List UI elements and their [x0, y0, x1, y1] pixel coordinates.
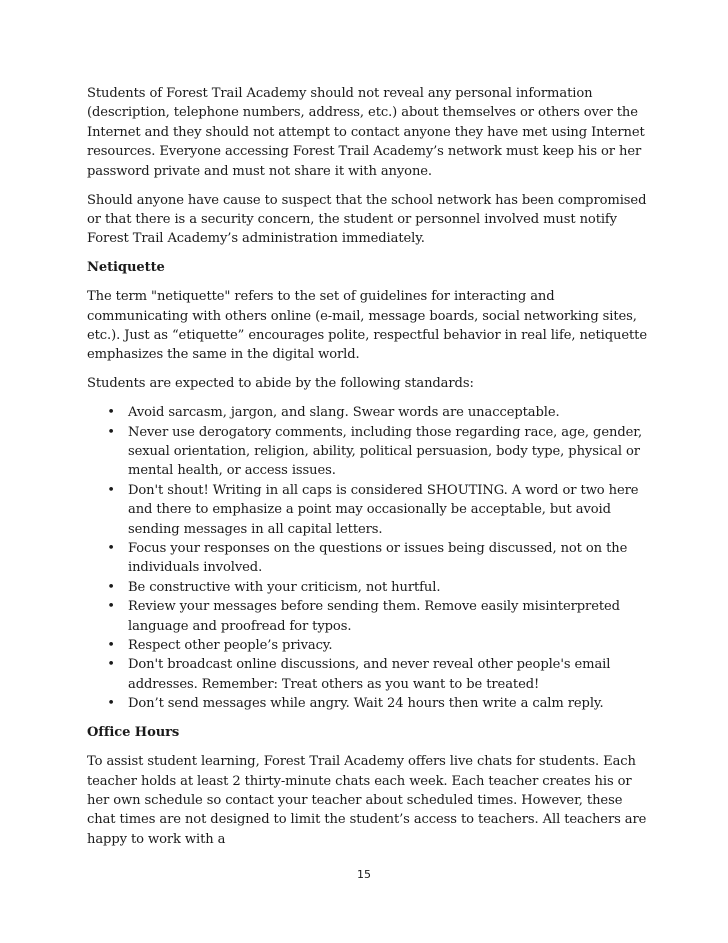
bullet-icon: • [107, 579, 115, 595]
page-number: 15 [357, 868, 371, 881]
standards-intro-paragraph: Students are expected to abide by the following standards: [87, 376, 474, 392]
list-item-text: Review your messages before sending them. Remove easily misinterpreted language and proofread for typos. [128, 599, 620, 634]
list-item [87, 636, 647, 655]
bullet-icon: • [107, 599, 115, 615]
list-item-text: Be constructive with your criticism, not hurtful. [128, 579, 441, 595]
list-item-text: Avoid sarcasm, jargon, and slang. Swear words are unacceptable. [128, 405, 560, 421]
list-item [87, 539, 647, 578]
list-item [87, 655, 647, 694]
list-item-text: Focus your responses on the questions or issues being discussed, not on the individuals involved. [128, 541, 628, 576]
bullet-icon: • [107, 696, 115, 712]
page-content [87, 84, 647, 859]
privacy-paragraph: Students of Forest Trail Academy should not reveal any personal information (description, telephone numbers, address, etc.) about themselves or others over the Internet and they should not attempt to contact anyone they have met using Internet resources. Everyone accessing Forest Trail Academy’s network must keep his or her password private and must not share it with anyone. [87, 86, 645, 179]
list-item [87, 578, 647, 597]
list-item [87, 597, 647, 636]
netiquette-intro-paragraph: The term "netiquette" refers to the set of guidelines for interacting and communicating with others online (e-mail, message boards, social networking sites, etc.). Just as “etiquette” encourages polite, respectful behavior in real life, netiquette emphasizes the same in the digital world. [87, 289, 647, 363]
list-item [87, 694, 647, 713]
standards-list [87, 403, 647, 714]
office-hours-heading: Office Hours [87, 725, 180, 741]
list-item-text: Don't shout! Writing in all caps is considered SHOUTING. A word or two here and there to emphasize a point may occasionally be acceptable, but avoid sending messages in all capital letters. [128, 482, 639, 537]
office-hours-paragraph: To assist student learning, Forest Trail Academy offers live chats for students. Each teacher holds at least 2 thirty-minute chats each week. Each teacher creates his or her own schedule so contact your teacher about scheduled times. However, these chat times are not designed to limit the student’s access to teachers. All teachers are happy to work with a [87, 754, 647, 847]
list-item [87, 481, 647, 539]
list-item [87, 423, 647, 481]
list-item-text: Respect other people’s privacy. [128, 638, 333, 654]
bullet-icon: • [107, 405, 115, 421]
list-item [87, 403, 647, 422]
bullet-icon: • [107, 657, 115, 673]
netiquette-heading: Netiquette [87, 260, 165, 276]
bullet-icon: • [107, 541, 115, 557]
list-item-text: Don’t send messages while angry. Wait 24 hours then write a calm reply. [128, 696, 604, 712]
bullet-icon: • [107, 424, 115, 440]
list-item-text: Never use derogatory comments, including those regarding race, age, gender, sexual orientation, religion, ability, political persuasion, body type, physical or mental health, or access issues. [128, 424, 643, 479]
list-item-text: Don't broadcast online discussions, and never reveal other people's email addresses. Remember: Treat others as you want to be treated! [128, 657, 611, 692]
bullet-icon: • [107, 638, 115, 654]
security-paragraph: Should anyone have cause to suspect that the school network has been compromised or that there is a security concern, the student or personnel involved must notify Forest Trail Academy’s administration immediately. [87, 192, 647, 247]
bullet-icon: • [107, 482, 115, 498]
